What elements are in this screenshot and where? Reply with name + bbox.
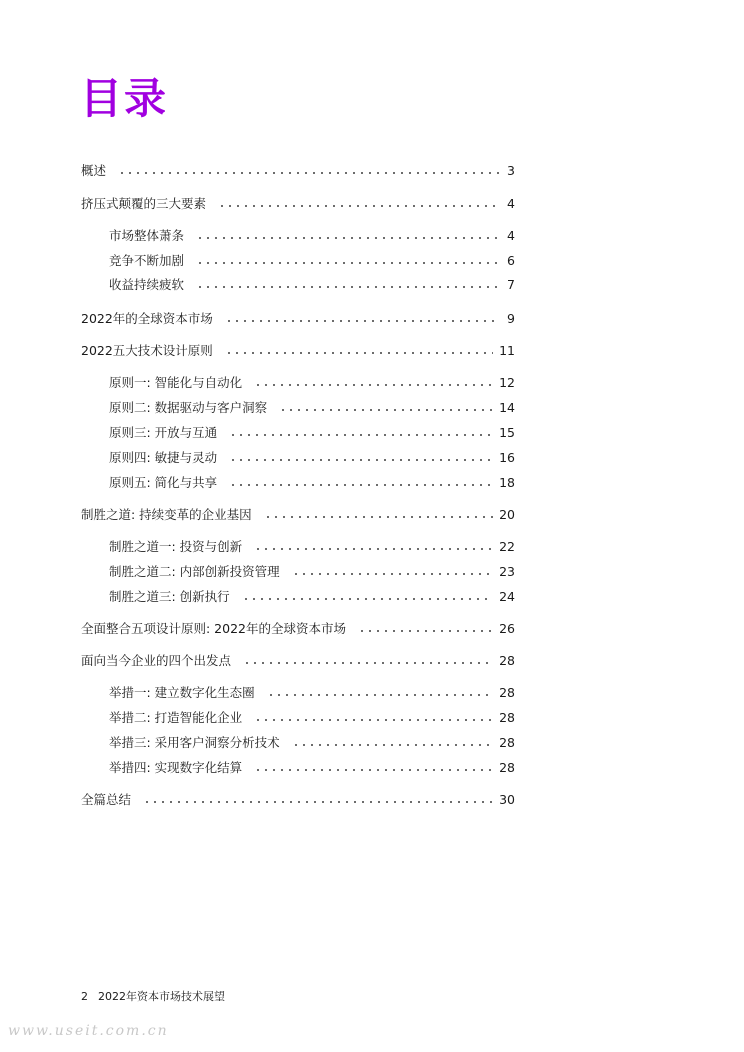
toc-page-number: 23 — [499, 564, 515, 579]
toc-item-label: 举措四: 实现数字化结算 — [109, 760, 243, 775]
toc-subitem[interactable] — [109, 474, 515, 492]
toc-item-label: 举措一: 建立数字化生态圈 — [109, 685, 255, 700]
toc-subitem[interactable] — [109, 538, 515, 556]
toc-page-number: 4 — [507, 228, 515, 243]
dot-leader — [267, 694, 493, 696]
toc-page-number: 30 — [499, 792, 515, 807]
dot-leader — [254, 769, 493, 771]
toc-item-label: 原则五: 简化与共享 — [109, 475, 218, 490]
toc-item-overview[interactable] — [81, 162, 515, 180]
page-title: 目录 — [80, 74, 169, 123]
dot-leader — [254, 384, 493, 386]
dot-leader — [254, 719, 493, 721]
toc-page-number: 24 — [499, 589, 515, 604]
toc-subitem[interactable] — [109, 374, 515, 392]
toc-page-number: 28 — [499, 653, 515, 668]
toc-page-number: 6 — [507, 253, 515, 268]
toc-page-number: 22 — [499, 539, 515, 554]
toc-page-number: 11 — [499, 343, 515, 358]
dot-leader — [218, 205, 499, 207]
footer-page-number: 2 — [81, 990, 88, 1003]
dot-leader — [196, 286, 499, 288]
toc-subitem[interactable] — [109, 449, 515, 467]
toc-page-number: 26 — [499, 621, 515, 636]
dot-leader — [292, 573, 493, 575]
toc-item-capital-markets[interactable] — [81, 310, 515, 328]
toc-page-number: 28 — [499, 735, 515, 750]
toc-item-label: 面向当今企业的四个出发点 — [81, 653, 232, 668]
toc-item-label: 市场整体萧条 — [109, 228, 185, 243]
dot-leader — [118, 172, 499, 174]
toc-item-label: 原则四: 敏捷与灵动 — [109, 450, 218, 465]
dot-leader — [358, 630, 493, 632]
toc-subitem[interactable] — [109, 252, 515, 270]
toc-item-label: 制胜之道三: 创新执行 — [109, 589, 230, 604]
dot-leader — [229, 459, 493, 461]
page-footer — [81, 989, 225, 1005]
toc-item-integration[interactable] — [81, 620, 515, 638]
toc-page-number: 28 — [499, 685, 515, 700]
toc-item-design-principles[interactable] — [81, 342, 515, 360]
toc-item-label: 制胜之道一: 投资与创新 — [109, 539, 243, 554]
toc-page-number: 16 — [499, 450, 515, 465]
toc-item-label: 2022五大技术设计原则 — [81, 343, 213, 358]
toc-page-number: 3 — [507, 163, 515, 178]
dot-leader — [254, 548, 493, 550]
dot-leader — [292, 744, 493, 746]
toc-item-label: 2022年的全球资本市场 — [81, 311, 213, 326]
toc-page-number: 14 — [499, 400, 515, 415]
toc-subitem[interactable] — [109, 399, 515, 417]
toc-subitem[interactable] — [109, 424, 515, 442]
toc-subitem[interactable] — [109, 276, 515, 294]
toc-subitem[interactable] — [109, 734, 515, 752]
toc-page-number: 12 — [499, 375, 515, 390]
toc-page-number: 7 — [507, 277, 515, 292]
toc-page-number: 28 — [499, 760, 515, 775]
toc-item-label: 挤压式颠覆的三大要素 — [81, 196, 207, 211]
toc-item-label: 竞争不断加剧 — [109, 253, 185, 268]
dot-leader — [242, 598, 493, 600]
dot-leader — [264, 516, 493, 518]
toc-item-label: 全篇总结 — [81, 792, 132, 807]
toc-item-label: 概述 — [81, 163, 107, 178]
dot-leader — [196, 262, 499, 264]
watermark: www.useit.com.cn — [8, 1023, 169, 1039]
dot-leader — [229, 434, 493, 436]
dot-leader — [229, 484, 493, 486]
toc-page-number: 4 — [507, 196, 515, 211]
toc-item-label: 全面整合五项设计原则: 2022年的全球资本市场 — [81, 621, 346, 636]
toc-item-label: 制胜之道: 持续变革的企业基因 — [81, 507, 252, 522]
toc-subitem[interactable] — [109, 588, 515, 606]
dot-leader — [225, 352, 493, 354]
toc-item-label: 制胜之道二: 内部创新投资管理 — [109, 564, 280, 579]
dot-leader — [279, 409, 493, 411]
toc-page-number: 28 — [499, 710, 515, 725]
toc-page-number: 15 — [499, 425, 515, 440]
footer-doc-title: 2022年资本市场技术展望 — [98, 990, 225, 1003]
toc-subitem[interactable] — [109, 759, 515, 777]
toc-item-label: 原则二: 数据驱动与客户洞察 — [109, 400, 268, 415]
toc-item-label: 收益持续疲软 — [109, 277, 185, 292]
toc-page-number: 9 — [507, 311, 515, 326]
toc-subitem[interactable] — [109, 684, 515, 702]
dot-leader — [143, 801, 493, 803]
toc-item-starting-points[interactable] — [81, 652, 515, 670]
toc-item-winning-ways[interactable] — [81, 506, 515, 524]
toc-item-label: 原则三: 开放与互通 — [109, 425, 218, 440]
toc-subitem[interactable] — [109, 563, 515, 581]
toc-item-label: 原则一: 智能化与自动化 — [109, 375, 243, 390]
toc-subitem[interactable] — [109, 227, 515, 245]
toc-item-label: 举措三: 采用客户洞察分析技术 — [109, 735, 280, 750]
toc-item-squeeze-disruption[interactable] — [81, 195, 515, 213]
dot-leader — [243, 662, 493, 664]
dot-leader — [225, 320, 499, 322]
toc-item-label: 举措二: 打造智能化企业 — [109, 710, 243, 725]
toc-page-number: 20 — [499, 507, 515, 522]
toc-page-number: 18 — [499, 475, 515, 490]
toc-item-summary[interactable] — [81, 791, 515, 809]
toc-subitem[interactable] — [109, 709, 515, 727]
dot-leader — [196, 237, 499, 239]
